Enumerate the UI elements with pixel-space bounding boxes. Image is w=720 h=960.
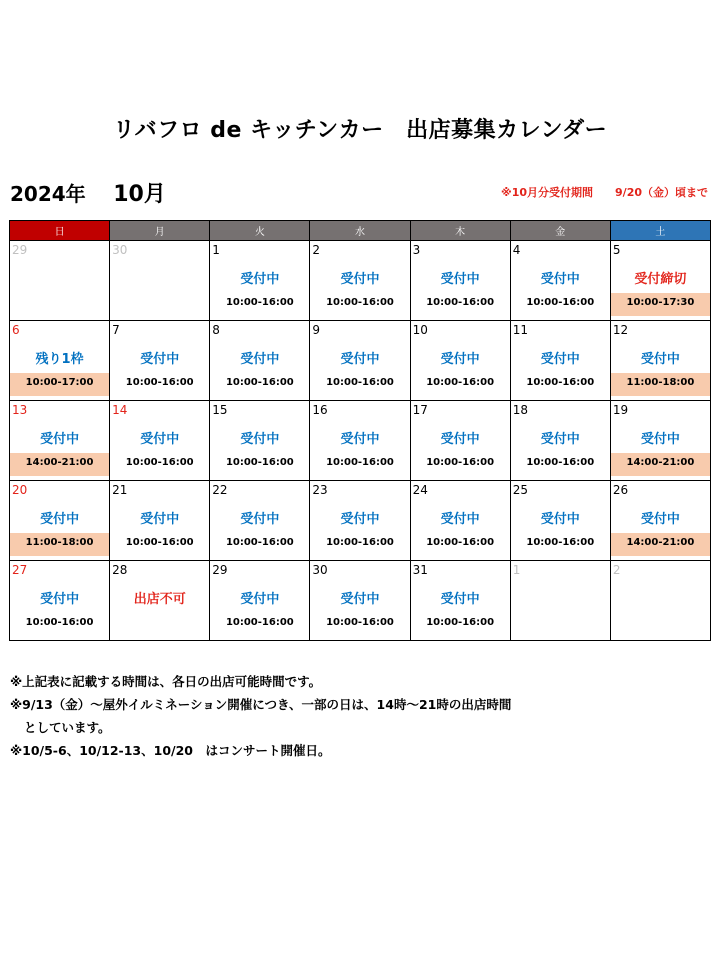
day-number: 14: [112, 403, 128, 417]
day-number: 12: [612, 323, 629, 337]
day-time: 10:00-16:00: [426, 617, 495, 628]
day-time: 11:00-18:00: [10, 533, 109, 556]
day-status: 受付締切: [634, 272, 687, 287]
day-time: 10:00-16:00: [326, 377, 394, 388]
day-status: 出店不可: [133, 592, 186, 607]
calendar-day-cell: [310, 561, 410, 641]
day-number: 3: [412, 243, 421, 257]
day-number: 28: [112, 563, 128, 577]
day-time: 10:00-16:00: [526, 457, 595, 468]
day-time: 10:00-16:00: [526, 297, 595, 308]
day-status: 受付中: [240, 512, 280, 527]
calendar-day-cell: [510, 561, 610, 641]
day-number: 31: [412, 563, 428, 577]
day-time: 14:00-21:00: [611, 453, 710, 476]
day-status: 受付中: [440, 352, 480, 367]
calendar-day-cell: [510, 481, 610, 561]
day-status: 受付中: [40, 592, 80, 607]
calendar-day-cell: [310, 321, 410, 401]
day-number: 6: [12, 323, 20, 337]
day-status: 受付中: [340, 512, 380, 527]
year-label: 2024年: [10, 182, 86, 206]
note-line: ※10/5-6、10/12-13、10/20 はコンサート開催日。: [10, 743, 331, 758]
weekday-header-sat: 土: [610, 221, 710, 241]
day-status: 受付中: [240, 352, 280, 367]
day-time: 10:00-16:00: [326, 297, 394, 308]
day-time: 10:00-16:00: [225, 457, 294, 468]
day-number: 24: [412, 483, 428, 497]
day-number: 29: [212, 563, 228, 577]
calendar-day-cell: [210, 321, 310, 401]
calendar-day-cell: [610, 401, 710, 481]
weekday-header-wed: 水: [310, 221, 410, 241]
day-number: 2: [312, 243, 321, 257]
day-number: 20: [12, 483, 28, 497]
day-number: 23: [312, 483, 328, 497]
deadline-note: ※10月分受付期間 9/20（金）頃まで: [501, 186, 708, 199]
day-time: 10:00-16:00: [225, 537, 294, 548]
weekday-header-row: [10, 221, 711, 241]
calendar-day-cell: [510, 321, 610, 401]
calendar-week-row: [10, 481, 711, 561]
day-number: 25: [512, 483, 528, 497]
day-number: 19: [612, 403, 629, 417]
calendar-day-cell: [510, 241, 610, 321]
calendar-day-cell: [110, 481, 210, 561]
note-line: ※上記表に記載する時間は、各日の出店可能時間です。: [10, 674, 322, 689]
calendar-day-cell: [210, 401, 310, 481]
day-status: 受付中: [240, 592, 280, 607]
year-month-heading: [10, 177, 166, 208]
calendar-day-cell: [610, 561, 710, 641]
day-time: 10:00-16:00: [326, 537, 394, 548]
day-number: 16: [312, 403, 328, 417]
day-status: 受付中: [440, 432, 480, 447]
day-status: 受付中: [240, 272, 280, 287]
day-status: 受付中: [340, 592, 380, 607]
day-status: 受付中: [540, 352, 580, 367]
calendar-day-cell: [410, 321, 510, 401]
weekday-header-sun: 日: [10, 221, 110, 241]
calendar-week-row: [10, 321, 711, 401]
day-number: 1: [212, 243, 220, 257]
calendar-day-cell: [10, 321, 110, 401]
note-line: ※9/13（金）～屋外イルミネーション開催につき、一部の日は、14時～21時の出店時間: [10, 697, 512, 712]
calendar-day-cell: [310, 401, 410, 481]
calendar-table: [9, 220, 711, 641]
day-number: 17: [412, 403, 428, 417]
weekday-header-thu: 木: [410, 221, 510, 241]
day-status: 受付中: [440, 592, 480, 607]
day-time: 10:00-16:00: [25, 617, 94, 628]
note-line: としています。: [24, 720, 111, 735]
day-number: 30: [112, 243, 128, 257]
calendar-day-cell: [610, 241, 710, 321]
day-time: 10:00-16:00: [526, 537, 595, 548]
day-status: 受付中: [340, 352, 380, 367]
calendar-day-cell: [410, 241, 510, 321]
day-number: 8: [212, 323, 220, 337]
day-time: 10:00-16:00: [426, 537, 495, 548]
day-number: 15: [212, 403, 228, 417]
notes-section: [10, 670, 511, 762]
day-time: 10:00-16:00: [225, 617, 294, 628]
day-number: 18: [512, 403, 528, 417]
weekday-header-fri: 金: [510, 221, 610, 241]
day-number: 4: [512, 243, 521, 257]
calendar-day-cell: [310, 481, 410, 561]
day-number: 13: [12, 403, 28, 417]
day-status: 受付中: [440, 272, 480, 287]
day-time: 10:00-16:00: [125, 377, 194, 388]
day-status: 受付中: [40, 432, 80, 447]
day-status: 受付中: [640, 352, 680, 367]
day-time: 10:00-16:00: [326, 457, 394, 468]
day-number: 10: [412, 323, 428, 337]
day-status: 受付中: [340, 432, 380, 447]
calendar-day-cell: [10, 481, 110, 561]
calendar-day-cell: [110, 241, 210, 321]
calendar-day-cell: [110, 321, 210, 401]
day-time: 10:00-17:00: [10, 373, 109, 396]
day-time: 10:00-16:00: [526, 377, 595, 388]
calendar-day-cell: [10, 241, 110, 321]
day-time: 10:00-16:00: [225, 377, 294, 388]
calendar-day-cell: [210, 561, 310, 641]
calendar-day-cell: [10, 401, 110, 481]
day-number: 21: [112, 483, 128, 497]
day-time: 10:00-16:00: [426, 377, 495, 388]
calendar-day-cell: [610, 481, 710, 561]
calendar-day-cell: [210, 481, 310, 561]
day-time: 10:00-17:30: [611, 293, 710, 316]
calendar-week-row: [10, 561, 711, 641]
day-status: 受付中: [40, 512, 80, 527]
calendar-day-cell: [10, 561, 110, 641]
day-status: 受付中: [140, 432, 180, 447]
day-number: 1: [512, 563, 521, 577]
day-status: 受付中: [140, 512, 180, 527]
day-status: 受付中: [440, 512, 480, 527]
day-time: 14:00-21:00: [10, 453, 109, 476]
month-label: 10月: [113, 182, 166, 207]
day-number: 11: [512, 323, 528, 337]
day-time: 10:00-16:00: [426, 297, 495, 308]
weekday-header-tue: 火: [210, 221, 310, 241]
calendar-week-row: [10, 401, 711, 481]
calendar-week-row: [10, 241, 711, 321]
calendar-day-cell: [410, 561, 510, 641]
calendar-day-cell: [310, 241, 410, 321]
page-title: リバフロ de キッチンカー 出店募集カレンダー: [112, 118, 608, 143]
day-time: 11:00-18:00: [611, 373, 710, 396]
calendar-day-cell: [110, 561, 210, 641]
day-status: 受付中: [340, 272, 380, 287]
day-number: 26: [612, 483, 629, 497]
day-number: 22: [212, 483, 228, 497]
day-number: 7: [112, 323, 120, 337]
calendar-day-cell: [410, 481, 510, 561]
calendar-day-cell: [210, 241, 310, 321]
day-time: 10:00-16:00: [125, 537, 194, 548]
day-status: 残り1枠: [35, 352, 84, 367]
day-number: 5: [612, 243, 621, 257]
calendar-day-cell: [110, 401, 210, 481]
day-time: 10:00-16:00: [326, 617, 394, 628]
day-time: 10:00-16:00: [426, 457, 495, 468]
day-status: 受付中: [540, 512, 580, 527]
calendar-day-cell: [510, 401, 610, 481]
day-number: 27: [12, 563, 28, 577]
day-status: 受付中: [640, 432, 680, 447]
day-time: 14:00-21:00: [611, 533, 710, 556]
day-status: 受付中: [540, 272, 580, 287]
day-status: 受付中: [240, 432, 280, 447]
calendar-day-cell: [410, 401, 510, 481]
weekday-header-mon: 月: [110, 221, 210, 241]
day-number: 2: [612, 563, 621, 577]
day-number: 29: [12, 243, 28, 257]
day-time: 10:00-16:00: [225, 297, 294, 308]
day-status: 受付中: [540, 432, 580, 447]
day-status: 受付中: [640, 512, 680, 527]
calendar-day-cell: [610, 321, 710, 401]
day-number: 30: [312, 563, 328, 577]
day-number: 9: [312, 323, 321, 337]
day-status: 受付中: [140, 352, 180, 367]
day-time: 10:00-16:00: [125, 457, 194, 468]
